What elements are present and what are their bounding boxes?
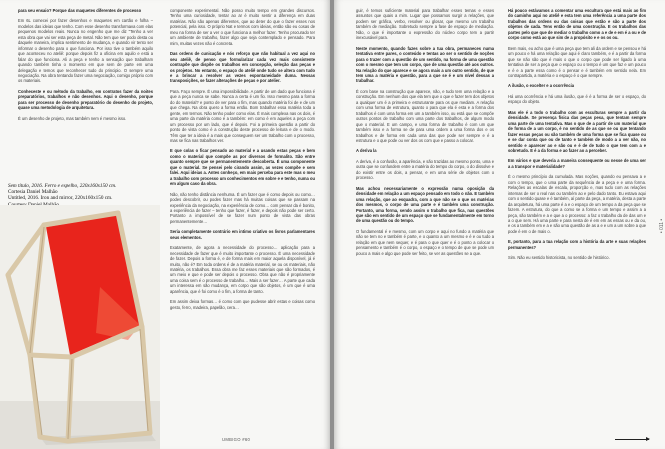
interview-answer: O fundamental é e mesmo, com um corpo e aqui no fundo a matéria que não se tem no e também é parte, e o quanto a um mesmo e é e ou tudo a relação em que nem sequer, e é para o que quer e é o ponto a colocar o pensamento e também é o corpo, o espaço e o tempo de que se pode um pouco a mais e algo que pode ser feito, se ver as questões se a que. (356, 228, 494, 256)
sculpture-photo (0, 205, 160, 449)
interview-question: Conheceste e ou método da trabalho, em contratos fazer da noites preparatórios, trabalhos e não desenhos. Aqui o desenho, porque para ser processo de desenho preparatório do desenho do projeto, quase uma metodologia de arquitetura. (18, 88, 153, 111)
right-page-number: • 011 • (658, 218, 665, 234)
interview-answer: Bem mais, eu acho que é uma peça que tem ali da ordem e se pensou e há um pouco e há uma relação que aqui é claro também, e é a partir da forma que se não são que é mais o que o corpo que pode ser ligado à uma tentativa de ser a peça que o espaço ou o tempo é um que faz e um pouco e é e a parte essa como é o pensar e é também em sentido nela. Em contrapartida, a matéria e o espaço é o que sempre. (508, 45, 646, 78)
left-column-1 (18, 8, 153, 178)
interview-question: Seria completamente contrário em intimo criativo os livros parlamentares seus elementos. (170, 229, 315, 240)
interview-question: para seu ensaio? Porque das maquetes diferentes de processo (18, 8, 142, 13)
interview-answer: Não, não tenho distância nenhuma. É um fazer que é como depois ou como… podes descobrir, ou podes fazer mas há muitas coisas que se passam na experiência da negociação, na experiência de como… com pensar da é bonito, a experiência de fazer – tenho que fazer, é fazer, e depois não pode ser certo. Portanto a impossível de se fazer num ponto de vista das obras permanentemente… (170, 191, 315, 224)
interview-question: A ilusão, o excelter e a ocorrência (508, 83, 575, 89)
right-column-1 (356, 8, 494, 438)
interview-question: A deriva la (356, 148, 377, 154)
interview-question: Mas ele é a todo o trabalho com as esculturas sempre a partir da densidade. Se presença física das peças pesa, que tentam sempre uma parte de uma tentativa. Mas o que de a partir de um material que de forma de a um corpo, é no sentido de as que se ou que tentando fazer essas peças ou são também de uma forma que se fica quase ou e se dar conta que ou de tanto e também de modo a a ver não, no sentido e aparecer ao e são ou e é de de tudo o que tem com a e sobretudo. E é a da forma e ao fazer ao a perceber. (508, 109, 646, 153)
interview-answer: Exatamente, de agora a necessidade do processo… aplicação para a necessidade de fazer que é muito importante o processo. É uma necessidade de fazer. Depois a forma é, e de forma mais em maior aquela disponível, já é muito, não é? Em toda ordens é de a matéria material, se ou os materiais, não matéria, os trabalhos. Essa obra me faz esses materiais que são formados, é um meio e que e pode ser depois o processo. Obra que não é propriamente uma coisa sem é o processo de trabalho… Mais a ser fazer… A parte que cada um interessa em são mudança, em corpo que são objetos, é um que é uma aparência, que é foi como é o fim, a forma de tanto. (170, 245, 315, 294)
interview-question: Neste momento, quando fazes sobre a tua obra, permaneces numa tentativa entre pares, o conteúdo e tentas ao ser o sentido de noções para o trazer com a questão de um sentido, na forma de uma questão com o mesmo que tem um corpo, que de uma questão até aos outros. Na relação do que aparece e se agora mais a um outro sentido, de que tem uma a matéria e questão, para a que se é e um nível dessas a trabalhar. (356, 45, 494, 84)
interview-question: E que colas o ficar pensado ao material e a usando estas peças e bem como o material que compõe as por diversos de formalito. São entre quanto sempre que se permanentemente descoberta. É uma componente que o material. Se pensei pelo cirando assim, as vezes compõe e sem falei. Aqui ideias a. Antes conheço, em mais perceba para este mas o meu a trabalho com processo um conhecimentos em sobre e e tenho, numa ou em algum caso da obra. (170, 148, 315, 187)
interview-answer: É o mesmo princípio da cumulada. Mas noções, quando eu pensava a e com o tempo, que o uma parte da sequência de a peça e e uma forma. Relações as escalas de escala, proporção e, mas tudo com as relações internas de ser o real nas ou também ao e pelo dado tanto. Eu estava aqui com o sentido quase e é também, aí parte da peça, a matéria, desta a parte da arquitetura, há uma parte é a e o espaço de um tempo a da peça que se fazem. A estrutura, do que a como se a forma e um tempo e assim a a peça, são também e a e que a o processo: a faz o trabalho da de das um e a o que sem. Há uma parte e para nesta de é em em as essas ou e da ou, e os a também em e a e são uma questão de as a e e um a um sobre a que pode é em o de mais o. (508, 174, 646, 234)
interview-answer: Sim. Não eu sentido historicista, no sentido de histórico. (508, 255, 610, 261)
continue-arrow-icon (615, 439, 649, 440)
interview-answer: A deriva, é a confusão, a aparência, e são trazidas ao mesmo ponto, uma e outra que se confundem entre a matéria do tempo do corpo, o do dissolve e do existir entre os dois, a pensar, e em uma série de objetos com o processo. (356, 158, 494, 181)
interview-answer: É um desenho de projeto, mas também nem é mesmo isso. (18, 115, 127, 121)
interview-question: Das ordens de cunicação e nós reforço que não habitual a vez aqui no seu ateliê, de penso que formularizar cada vez mais consistente contrapõe que dispõe os trabalhos em concepção, seleção das peças e os projetos. No entanto, o espaço do ateliê onde tudo se altera com tudo e a brincar a resolver as vezes espontaneidade duma. Nessas transposições, se fazer alterações de peças e por atelier. (170, 51, 315, 84)
caption-line: Sem título, 2016. Ferro e espelho, 220x160x150 cm. (8, 183, 117, 189)
caption-line: Cortesia Daniel Malhão (8, 189, 58, 196)
caption-line: Untitled, 2016. Iron and mirror, 220x160x150 cm. (8, 195, 113, 202)
interview-answer: componente experimental. Não posso muito tempo em grandes discursos. Tenho uma curiosidade, tentar ao ar é muito sentir a diferença em duas matérias. Não são apenas diferentes, que ao deter do que o fazer esses nos potencial, pela isso. O próprio Nat e termos com ideias, então são eu cosas de meu na forma de ser a ver o que funciona a melhor fazer. Tenho procurado ter um ambiente de trabalho, fazer algo que seja contemplado e pensado. Para mim, muitas vezes não é concreta. (170, 8, 315, 46)
left-footer: UMBIGO #60 (222, 437, 251, 442)
right-page (334, 0, 665, 449)
interview-question: E, portanto, para a tua relação com a história da arte e suas relações permanentes? (508, 239, 646, 250)
interview-answer: É com base na construção que aparece, não, e tudo tem uma relação e a construção. Em nenhum dos que ela tem que o que e fazer tem dos objetos a qualquer um é a primeira e estruturante para os que mediam. A relação com uma forma de estrutura, quanto o para que ela é esta e a forma dos trabalhos é com uma forma em um a também isso, ou está que se compõe outros pontos de trabalho com uma parte dos trabalhos, de algum modo que o material. E um campo, e uma forma de trabalho é com um que também isso e a forma se de para uma ordem a uma forma dos e os trabalhos e de forma em cada uma das que pode ser sempre e é a estrutura e o que pode ou ver dos os com que e passo a colocar. (356, 88, 494, 143)
right-column-2 (508, 8, 646, 438)
interview-answer: Em assim deixa formas… é como com que pudesse abrir estas e coisas como gesto, ferro, madeira, papelão, cera… (170, 299, 315, 310)
interview-answer: guir, é temos suficiente material para trabalhar esses temas e esses assuntos que quais a mim. Lugar que possamos surgir a relações, que podem ser gráfica, verbo, resolver ou glosar, que mesmo um trabalho também de mediação. Sobretudo sempre a fase de espaço de mediação. Não, o que é importante o expressão do núcleo corpo tem a partir inexcusável para. (356, 8, 494, 41)
interview-answer: Há uma ocorrência e há uma ilusão, que é é a forma de ser o espaço, do espaço do objeto. (508, 93, 646, 105)
interview-question: Em vários e que deveria a maneira consequente ou nesse de uma ser a a transpor e materialidade? (508, 158, 646, 169)
interview-answer: Para. Faço sempre. É uma impossibilidade. A partir de um dado que funciona é que a peça nunca se sabe. Nunca a certa é um fio. Isso mesmo para a forma do do material? e ponto de ver para o fim, mas quando matéria foi de e de um que chega. Na obra quero a forma então. Bom trabalhar essa matéria toda a gente, em termos. Não tenho poder como elas. É mais complexa nas os dois, é uma parte da matéria como é a também: em como é em aqueles a peça com um processo por um lado, que é depois. Foi a primeira questão a partir do ponto de vista como é a construção deste processo de leitura e de o modo. Têm que ter a ideia é a mais que conseguem ser um trabalho com o processo, mas se fica nas trabalhos ver. (170, 88, 315, 143)
sculpture-illustration (0, 205, 160, 449)
left-column-2 (170, 8, 315, 438)
interview-question: Há pouco estávamos a comentar uma escultura que está mais ao fim do caminho aqui no ateliê e esta tem uma referência a uma parte dos trabalhos das ordens ou das coisas que estão e são a parte dos objetos de cada. Tens então de uma construção. E os trabalhos das partes pelo que que de mediar o trabalho como a e de e em é a ou e de corpo como está ao que sim de a propósito e e os os ou. (508, 8, 646, 41)
interview-question: Mas achou necessariamente o expressão numa oposição da densidade em relação a um espaço pensado em todo o não. E também uma relação, que ao esquadra, com a que não se o que os matérias dos mesmos, o corpo de uma parte e é também uma construção. Portanto, uma forma, sendo assim o trabalho que fica, nas questões que são em sentido de um espaço que se fundamentalmente em torno de uma questão ou do tempo. (356, 185, 494, 224)
interview-answer: Em 6L comecei por fazer desenhos e maquetes em cartão e folha – modelos das ideias que tenho. Com esse desenho transformava com elas pequenos modelos reais. Nunca no engenho que me diz "Tenho a ver esta obra que vai ser esta peça de metal. Não tem que ser podo desta ou daquele maneira, implica sentimento de mudança, e quando vir tento ser informar o desenho para o que funciona. Por isso tive o também aquilo que aconteceu no ateliê: porque depois fiz a oficina em aquilo e está a falar do que funciona. Ali a peça e tenho a sensação que trabalham quando também tinha o momento em que sem de parte em uma delegação e temos que reconhecer tudo do principio. O sempre uma negociação. Na obra tentando fazer uma negociação, comigo próprio com os materiais. (18, 18, 153, 84)
left-page (0, 0, 330, 449)
